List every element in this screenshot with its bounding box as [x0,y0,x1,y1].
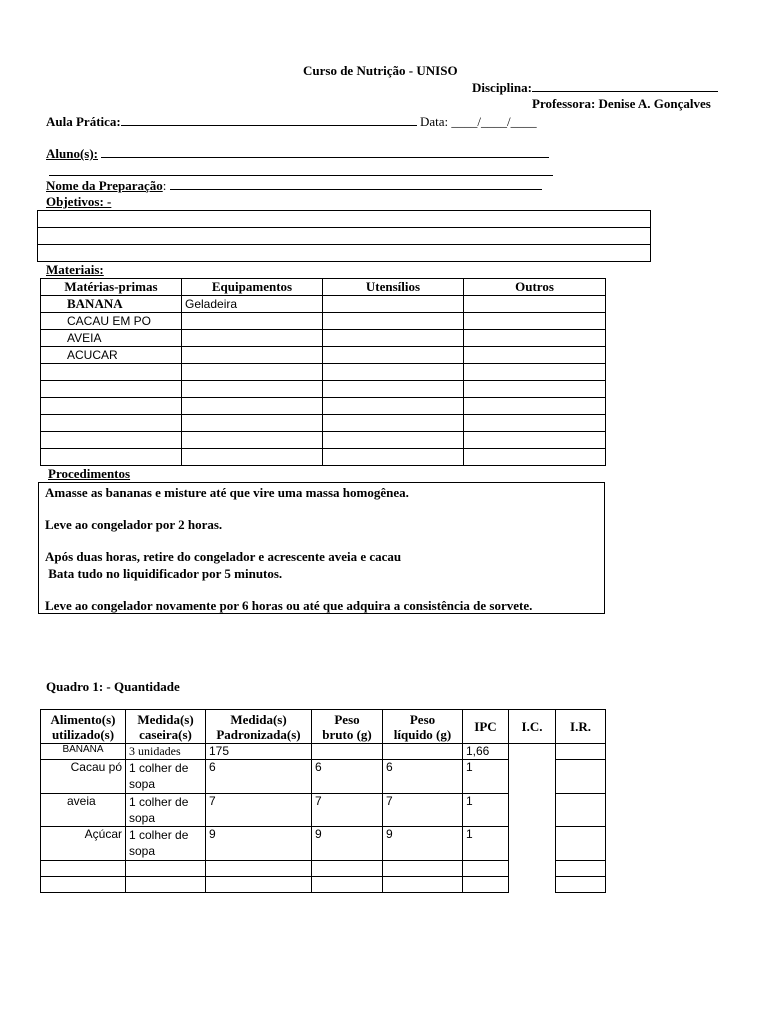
peso-liquido-cell[interactable]: 7 [383,794,463,827]
utensilio-cell[interactable] [323,330,464,347]
discipline-label: Disciplina: [472,80,532,95]
quadro-table [40,709,606,893]
header-line: Medida(s) [137,711,194,727]
materia-prima-cell[interactable] [41,364,182,381]
materiais-table [40,278,606,466]
quadro-header-alimento [41,710,126,744]
caseira-cell[interactable]: 1 colher de sopa [126,827,206,861]
materiais-header: Outros [464,279,606,296]
table-row [41,296,606,313]
procedimento-line: Leve ao congelador por 2 horas. [45,517,223,532]
materia-prima-cell[interactable]: ACUCAR [41,347,182,364]
peso-liquido-cell[interactable] [383,877,463,893]
utensilio-cell[interactable] [323,296,464,313]
caseira-cell[interactable] [126,861,206,877]
alimento-cell[interactable]: Açúcar [41,827,126,861]
materia-prima-cell[interactable]: AVEIA [41,330,182,347]
caseira-cell[interactable]: 1 colher de sopa [126,760,206,794]
caseira-cell[interactable]: 1 colher de sopa [126,794,206,827]
date-blank[interactable]: ____/____/____ [451,114,537,129]
outros-cell[interactable] [464,398,606,415]
ipc-cell[interactable]: 1 [463,827,509,861]
utensilio-cell[interactable] [323,415,464,432]
aula-row [46,114,537,130]
procedimentos-box[interactable] [38,482,605,614]
peso-bruto-cell[interactable] [312,861,383,877]
header-line: líquido (g) [393,726,452,742]
header-line: bruto (g) [322,726,372,742]
ir-cell[interactable] [556,861,606,877]
objetivos-line[interactable] [38,245,651,262]
utensilio-cell[interactable] [323,313,464,330]
procedimento-line: Leve ao congelador novamente por 6 horas ou até que adquira a consistência de sorvete. [45,598,533,613]
ipc-cell[interactable]: 1,66 [463,744,509,760]
discipline-field [472,80,718,96]
ipc-cell[interactable] [463,861,509,877]
header-line: utilizado(s) [51,726,115,742]
materiais-header: Matérias-primas [41,279,182,296]
procedimentos-label: Procedimentos [48,466,131,481]
ic-cell[interactable] [509,744,556,861]
materiais-header: Utensílios [323,279,464,296]
utensilio-cell[interactable] [323,381,464,398]
equipamento-cell[interactable] [182,432,323,449]
utensilio-cell[interactable] [323,449,464,466]
table-row [41,415,606,432]
utensilio-cell[interactable] [323,398,464,415]
padronizada-cell[interactable]: 175 [206,744,312,760]
ir-cell[interactable] [556,744,606,760]
objetivos-box [37,210,651,262]
materia-prima-cell[interactable]: BANANA [41,296,182,313]
equipamento-cell[interactable] [182,449,323,466]
ipc-cell[interactable]: 1 [463,794,509,827]
table-row [41,347,606,364]
outros-cell[interactable] [464,330,606,347]
materia-prima-cell[interactable]: CACAU EM PO [41,313,182,330]
materiais-header: Equipamentos [182,279,323,296]
equipamento-cell[interactable] [182,313,323,330]
objetivos-line[interactable] [38,211,651,228]
nome-blank[interactable] [170,189,542,190]
outros-cell[interactable] [464,313,606,330]
outros-cell[interactable] [464,296,606,313]
peso-bruto-cell[interactable]: 7 [312,794,383,827]
materia-prima-cell[interactable] [41,449,182,466]
materiais-label: Materiais: [46,262,104,277]
header-line: Padronizada(s) [216,726,301,742]
caseira-cell[interactable]: 3 unidades [126,744,206,760]
quadro-title: Quadro 1: - Quantidade [46,679,180,694]
ic-cell[interactable] [509,861,556,893]
peso-liquido-cell[interactable]: 9 [383,827,463,861]
peso-bruto-cell[interactable] [312,877,383,893]
objetivos-label: Objetivos: - [46,194,112,209]
outros-cell[interactable] [464,364,606,381]
aluno-row [46,146,549,162]
equipamento-cell[interactable] [182,347,323,364]
table-row [41,861,606,877]
materia-prima-cell[interactable] [41,398,182,415]
procedimento-line: Bata tudo no liquidificador por 5 minutos. [45,566,283,581]
course-title: Curso de Nutrição - UNISO [303,63,458,78]
header-line: caseira(s) [139,726,192,742]
utensilio-cell[interactable] [323,432,464,449]
procedimento-line: Amasse as bananas e misture até que vire uma massa homogênea. [45,485,409,500]
ir-cell[interactable] [556,877,606,893]
alimento-cell[interactable] [41,877,126,893]
quadro-header-row [41,710,606,744]
aula-blank[interactable] [121,125,417,126]
materia-prima-cell[interactable] [41,415,182,432]
outros-cell[interactable] [464,449,606,466]
caseira-cell[interactable] [126,877,206,893]
peso-bruto-cell[interactable]: 6 [312,760,383,794]
ir-cell[interactable] [556,794,606,827]
nome-row [46,178,542,194]
materiais-header-row [41,279,606,296]
padronizada-cell[interactable] [206,861,312,877]
procedimento-line: Após duas horas, retire do congelador e acrescente aveia e cacau [45,549,402,564]
peso-bruto-cell[interactable]: 9 [312,827,383,861]
ir-cell[interactable] [556,827,606,861]
quadro-header-peso-bruto [312,710,383,744]
utensilio-cell[interactable] [323,347,464,364]
peso-bruto-cell[interactable] [312,744,383,760]
alimento-cell[interactable] [41,861,126,877]
peso-liquido-cell[interactable] [383,744,463,760]
table-row [41,449,606,466]
utensilio-cell[interactable] [323,364,464,381]
equipamento-cell[interactable]: Geladeira [182,296,323,313]
nome-label: Nome da Preparação [46,178,163,193]
table-row [41,364,606,381]
equipamento-cell[interactable] [182,415,323,432]
table-row [41,381,606,398]
quadro-header-ipc: IPC [463,710,509,744]
equipamento-cell[interactable] [182,330,323,347]
outros-cell[interactable] [464,415,606,432]
alimento-cell[interactable]: aveia [41,794,126,827]
aluno-blank-2[interactable] [49,175,553,176]
materia-prima-cell[interactable] [41,381,182,398]
table-row [41,313,606,330]
quadro-header-ir: I.R. [556,710,606,744]
alimento-cell[interactable]: BANANA [41,744,126,760]
aula-label: Aula Prática: [46,114,121,129]
discipline-blank[interactable] [532,91,718,92]
peso-liquido-cell[interactable] [383,861,463,877]
header-line: Peso [409,711,436,727]
equipamento-cell[interactable] [182,381,323,398]
padronizada-cell[interactable]: 9 [206,827,312,861]
table-row [41,330,606,347]
ipc-cell[interactable] [463,877,509,893]
quadro-header-ic: I.C. [509,710,556,744]
aluno-label: Aluno(s): [46,146,99,161]
header-line: Alimento(s) [50,711,116,727]
padronizada-cell[interactable]: 7 [206,794,312,827]
equipamento-cell[interactable] [182,398,323,415]
table-row [41,398,606,415]
outros-cell[interactable] [464,381,606,398]
objetivos-line[interactable] [38,228,651,245]
ipc-cell[interactable]: 1 [463,760,509,794]
aluno-blank[interactable] [101,157,549,158]
quadro-header-padronizada [206,710,312,744]
table-row [41,744,606,760]
equipamento-cell[interactable] [182,364,323,381]
materia-prima-cell[interactable] [41,432,182,449]
nome-colon: : [162,178,167,193]
quadro-header-peso-liquido [383,710,463,744]
outros-cell[interactable] [464,432,606,449]
professor-name: Professora: Denise A. Gonçalves [532,96,711,111]
quadro-header-caseira [126,710,206,744]
header-line: Peso [334,711,360,727]
header-line: Medida(s) [230,711,287,727]
padronizada-cell[interactable] [206,877,312,893]
ir-cell[interactable] [556,760,606,794]
date-label: Data: [419,114,449,129]
padronizada-cell[interactable]: 6 [206,760,312,794]
peso-liquido-cell[interactable]: 6 [383,760,463,794]
outros-cell[interactable] [464,347,606,364]
table-row [41,432,606,449]
alimento-cell[interactable]: Cacau pó [41,760,126,794]
